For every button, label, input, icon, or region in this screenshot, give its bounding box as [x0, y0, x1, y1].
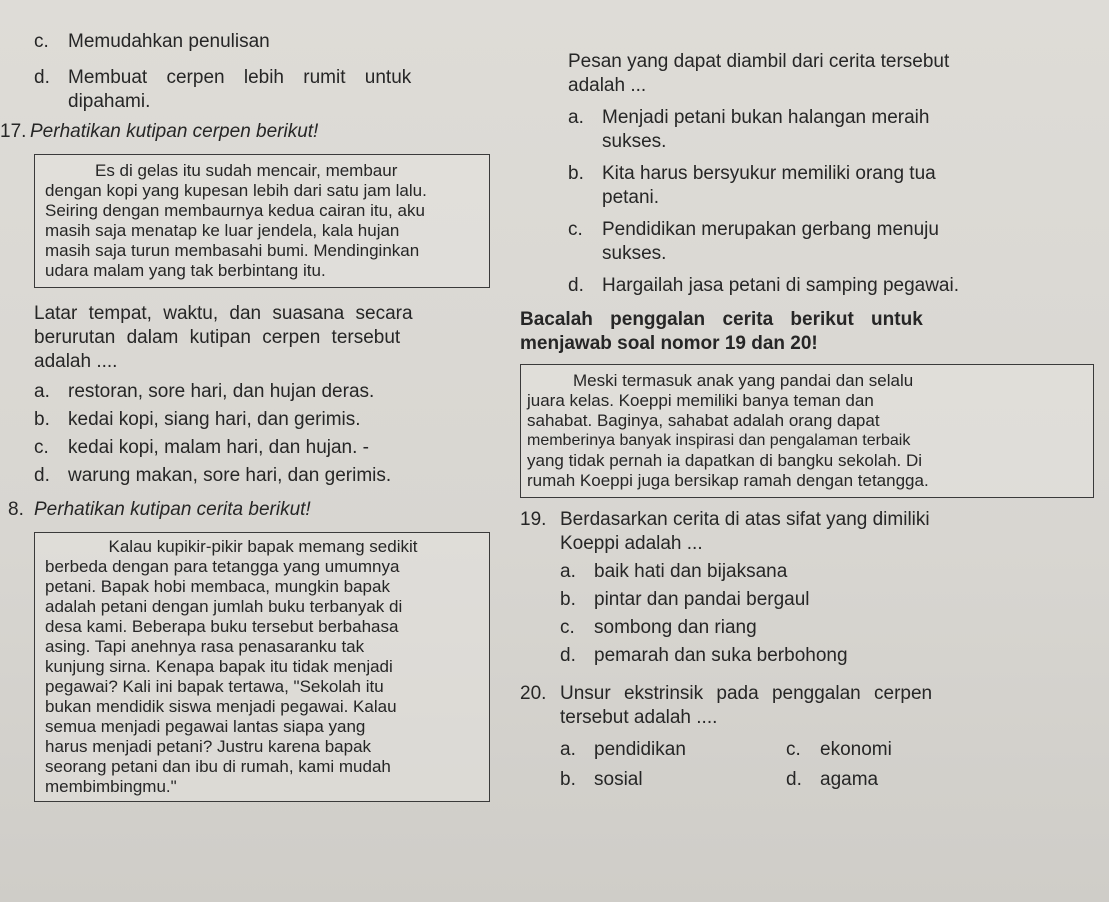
- question-20-options: [520, 738, 1100, 792]
- right-column: Pesan yang dapat diambil dari cerita tersebut adalah ... a. Menjadi petani bukan halangan meraih sukses. b. Kita harus bersyukur memiliki orang tua petani. c. Pendidikan merupakan gerbang menuju sukses. d. Hargailah jasa petani di samping pegawai. Bacalah penggalan cerita berikut untuk menjawab soal nomor 19 dan 20! Meski termasuk anak yang pandai dan selalu juara kelas. Koeppi memiliki banya teman dan sahabat. Baginya, sahabat adalah orang dapat memberinya banyak inspirasi dan pengalaman terbaik yang tidak pernah ia dapatkan di bangku sekolah. Di rumah Koeppi juga bersikap ramah dengan tetangga. 19. Berdasarkan cerita di atas sifat yang dimiliki Koeppi adalah ... a. baik hati dan bijaksana b. pintar dan pandai bergaul c. sombong dan riang d. pemarah dan suka berbohong 20. Unsur ekstrinsik pada penggalan cerpen tersebut adalah .... a. pendidikan c. ekonomi b. sosial d. agama: [520, 50, 1100, 792]
- question-17-passage: Es di gelas itu sudah mencair, membaur dengan kopi yang kupesan lebih dari satu jam lalu. Seiring dengan membaurnya kedua cairan itu, aku masih saja menatap ke luar jendela, kala hujan masih saja turun membasahi bumi. Mendinginkan udara malam yang tak berbintang itu.: [34, 154, 490, 288]
- option-a: a. Menjadi petani bukan halangan meraih: [568, 107, 930, 128]
- option-a: a. restoran, sore hari, dan hujan deras.: [34, 381, 375, 402]
- option-d: d. Membuat cerpen lebih rumit untuk: [34, 67, 412, 88]
- option-c: c. Memudahkan penulisan: [34, 31, 270, 52]
- question-8-header: 8. Perhatikan kutipan cerita berikut!: [8, 499, 311, 520]
- option-b: b. Kita harus bersyukur memiliki orang tua: [568, 163, 936, 184]
- previous-options: c. Memudahkan penulisan d. Membuat cerpen lebih rumit untuk dipahami.: [0, 30, 500, 114]
- option-a: a. pendidikan: [560, 739, 686, 760]
- option-c: c. sombong dan riang: [560, 617, 757, 638]
- question-17-options: [0, 380, 500, 488]
- questions-19-20-passage: Meski termasuk anak yang pandai dan selalu juara kelas. Koeppi memiliki banya teman dan sahabat. Baginya, sahabat adalah orang dapat memberinya banyak inspirasi dan pengalaman terbaik yang tidak pernah ia dapatkan di bangku sekolah. Di rumah Koeppi juga bersikap ramah dengan tetangga.: [520, 364, 1094, 498]
- question-8-passage: Kalau kupikir-pikir bapak memang sedikit berbeda dengan para tetangga yang umumnya petani. Bapak hobi membaca, mungkin bapak adalah petani dengan jumlah buku terbanyak di desa kami. Beberapa buku tersebut berbahasa asing. Tapi anehnya rasa penasaranku tak kunjung sirna. Kenapa bapak itu tidak menjadi pegawai? Kali ini bapak tertawa, "Sekolah itu bukan mendidik siswa menjadi pegawai. Kalau semua menjadi pegawai lantas siapa yang harus menjadi petani? Justru karena bapak seorang petani dan ibu di rumah, kami mudah membimbingmu.": [34, 532, 490, 802]
- option-b: b. sosial: [560, 769, 643, 790]
- option-d: d. warung makan, sore hari, dan gerimis.: [34, 465, 392, 486]
- option-c: c. kedai kopi, malam hari, dan hujan. -: [34, 437, 369, 458]
- question-17-header: 17. Perhatikan kutipan cerpen berikut!: [0, 121, 319, 142]
- option-b: b. pintar dan pandai bergaul: [560, 589, 810, 610]
- question-19-options: [520, 560, 1100, 668]
- question-19-header: 19. Berdasarkan cerita di atas sifat yang dimiliki: [520, 509, 930, 530]
- question-20-header: 20. Unsur ekstrinsik pada penggalan cerpen: [520, 683, 933, 704]
- question-8-question: Pesan yang dapat diambil dari cerita tersebut adalah ...: [568, 51, 950, 96]
- question-8-options: a. Menjadi petani bukan halangan meraih sukses. b. Kita harus bersyukur memiliki orang tua petani. c. Pendidikan merupakan gerbang menuju sukses. d. Hargailah jasa petani di samping pegawai.: [520, 106, 1100, 298]
- option-d: d. agama: [786, 769, 879, 790]
- instruction: Bacalah penggalan cerita berikut untuk menjawab soal nomor 19 dan 20!: [520, 309, 923, 354]
- option-c: c. ekonomi: [786, 739, 892, 760]
- option-d: d. pemarah dan suka berbohong: [560, 645, 848, 666]
- option-d: d. Hargailah jasa petani di samping pegawai.: [568, 275, 960, 296]
- option-c: c. Pendidikan merupakan gerbang menuju: [568, 219, 939, 240]
- option-a: a. baik hati dan bijaksana: [560, 561, 788, 582]
- option-b: b. kedai kopi, siang hari, dan gerimis.: [34, 409, 361, 430]
- question-17-text: Latar tempat, waktu, dan suasana secara berurutan dalam kutipan cerpen tersebut adalah ....: [34, 303, 413, 372]
- left-column: [0, 30, 500, 802]
